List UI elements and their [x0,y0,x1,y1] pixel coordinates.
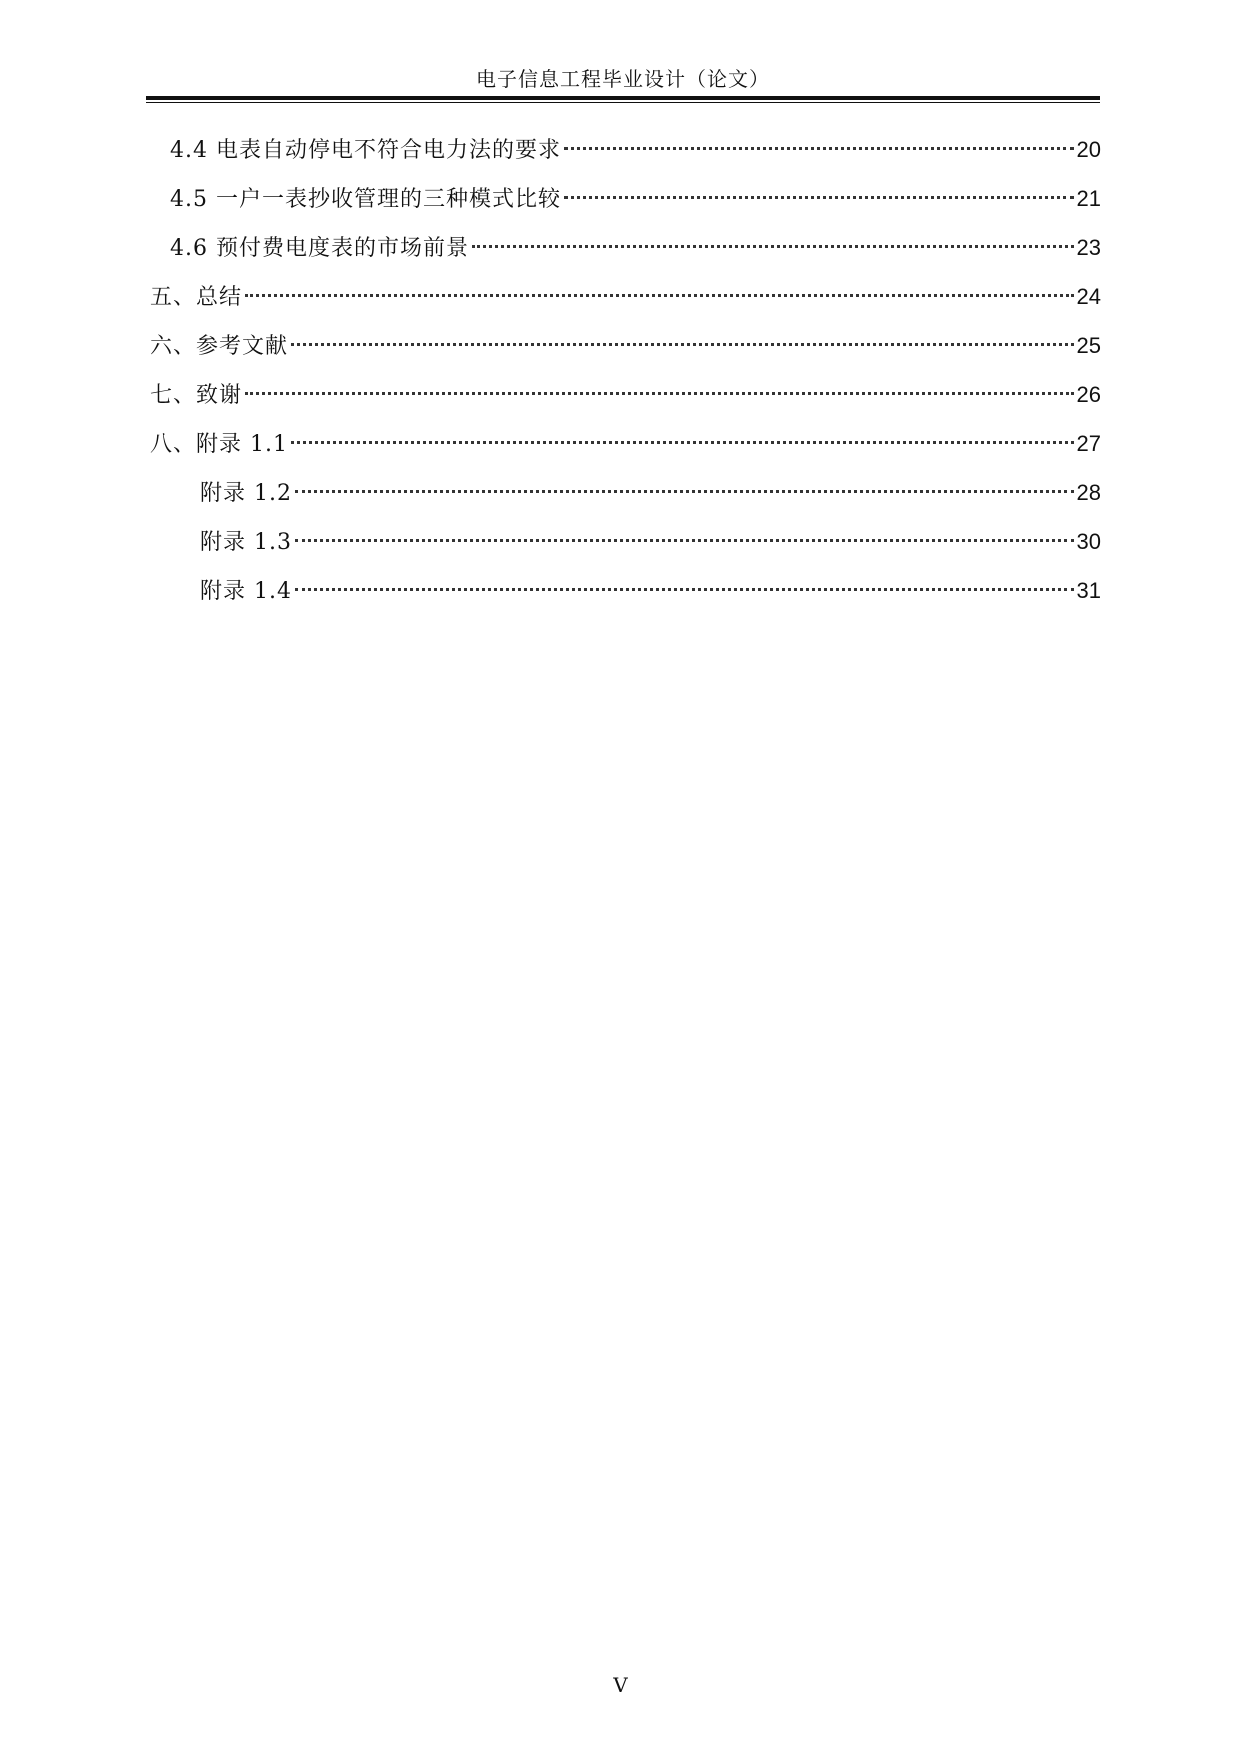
table-of-contents [150,135,1101,625]
toc-entry-page: 23 [1076,235,1101,260]
toc-entry[interactable] [150,282,1101,331]
toc-entry-page: 21 [1076,186,1101,211]
toc-entry-page: 27 [1076,431,1101,456]
toc-dot-leader [295,539,1074,542]
toc-entry[interactable] [150,429,1101,478]
toc-entry-page: 25 [1076,333,1101,358]
toc-entry[interactable] [150,527,1101,576]
header-divider [146,96,1100,100]
toc-dot-leader [295,588,1074,591]
page-header-title: 电子信息工程毕业设计（论文） [476,67,770,91]
toc-entry-page: 20 [1076,137,1101,162]
toc-dot-leader [295,490,1074,493]
toc-entry-title: 4.4 电表自动停电不符合电力法的要求 [170,138,561,163]
toc-entry-page: 28 [1076,480,1101,505]
toc-dot-leader [291,343,1074,346]
toc-entry[interactable] [150,478,1101,527]
toc-entry-page: 30 [1076,529,1101,554]
toc-entry-title: 附录 1.3 [200,530,292,555]
header-divider-thin [146,102,1100,103]
toc-entry-title: 附录 1.2 [200,481,292,506]
page-number: V [613,1673,628,1697]
toc-entry-page: 24 [1076,284,1101,309]
toc-dot-leader [245,294,1074,297]
toc-entry[interactable] [150,576,1101,625]
toc-entry-title: 七、致谢 [150,383,243,408]
toc-entry[interactable] [150,184,1101,233]
toc-dot-leader [245,392,1074,395]
toc-entry-page: 26 [1076,382,1101,407]
toc-dot-leader [291,441,1074,444]
toc-entry-title: 4.6 预付费电度表的市场前景 [170,236,469,261]
toc-entry[interactable] [150,331,1101,380]
toc-entry[interactable] [150,135,1101,184]
toc-entry[interactable] [150,380,1101,429]
toc-entry-title: 八、附录 1.1 [150,432,288,457]
toc-entry[interactable] [150,233,1101,282]
toc-dot-leader [564,147,1074,150]
toc-dot-leader [472,245,1074,248]
toc-entry-title: 六、参考文献 [150,334,289,359]
toc-entry-title: 4.5 一户一表抄收管理的三种模式比较 [170,187,561,212]
toc-entry-title: 附录 1.4 [200,579,292,604]
toc-entry-title: 五、总结 [150,285,243,310]
toc-entry-page: 31 [1076,578,1101,603]
toc-dot-leader [564,196,1074,199]
